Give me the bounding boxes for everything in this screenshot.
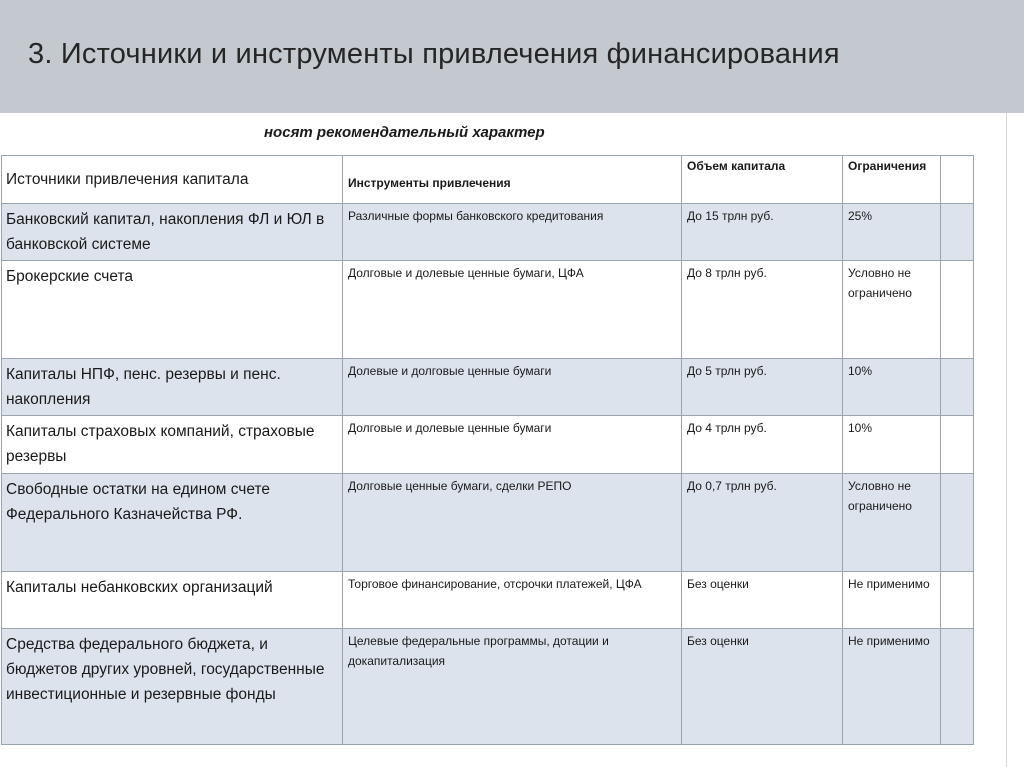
cell-empty bbox=[941, 204, 974, 261]
cell-source: Брокерские счета bbox=[2, 261, 343, 359]
cell-source: Капиталы НПФ, пенс. резервы и пенс. накопления bbox=[2, 359, 343, 416]
cell-empty bbox=[941, 359, 974, 416]
cell-limits: Условно не ограничено bbox=[843, 474, 941, 572]
cell-instruments: Торговое финансирование, отсрочки платежей, ЦФА bbox=[343, 572, 682, 629]
cell-limits: 10% bbox=[843, 416, 941, 474]
cell-limits: Условно не ограничено bbox=[843, 261, 941, 359]
cell-empty bbox=[941, 261, 974, 359]
slide-title: 3. Источники и инструменты привлечения финансирования bbox=[28, 38, 840, 70]
header-source: Источники привлечения капитала bbox=[2, 156, 343, 204]
header-volume: Объем капитала bbox=[682, 156, 843, 204]
cell-instruments: Долговые и долевые ценные бумаги bbox=[343, 416, 682, 474]
funding-sources-table bbox=[1, 155, 974, 745]
table-row bbox=[2, 629, 974, 745]
cell-instruments: Долевые и долговые ценные бумаги bbox=[343, 359, 682, 416]
cell-volume: Без оценки bbox=[682, 572, 843, 629]
slide-subtitle: носят рекомендательный характер bbox=[264, 124, 545, 141]
table-header-row bbox=[2, 156, 974, 204]
header-instruments: Инструменты привлечения bbox=[343, 156, 682, 204]
cell-source: Свободные остатки на едином счете Федерального Казначейства РФ. bbox=[2, 474, 343, 572]
cell-limits: 25% bbox=[843, 204, 941, 261]
cell-instruments: Целевые федеральные программы, дотации и докапитализация bbox=[343, 629, 682, 745]
cell-volume: До 8 трлн руб. bbox=[682, 261, 843, 359]
table-row bbox=[2, 416, 974, 474]
cell-volume: До 5 трлн руб. bbox=[682, 359, 843, 416]
cell-volume: До 15 трлн руб. bbox=[682, 204, 843, 261]
header-empty-cell bbox=[941, 156, 974, 204]
table-row bbox=[2, 474, 974, 572]
cell-volume: Без оценки bbox=[682, 629, 843, 745]
table-row bbox=[2, 359, 974, 416]
table-row bbox=[2, 204, 974, 261]
cell-volume: До 4 трлн руб. bbox=[682, 416, 843, 474]
cell-limits: Не применимо bbox=[843, 572, 941, 629]
cell-source: Средства федерального бюджета, и бюджетов других уровней, государственные инвестиционные и резервные фонды bbox=[2, 629, 343, 745]
cell-empty bbox=[941, 474, 974, 572]
cell-source: Капиталы небанковских организаций bbox=[2, 572, 343, 629]
cell-source: Капиталы страховых компаний, страховые резервы bbox=[2, 416, 343, 474]
right-divider-line bbox=[1006, 113, 1007, 767]
cell-instruments: Долговые ценные бумаги, сделки РЕПО bbox=[343, 474, 682, 572]
header-limits: Ограничения bbox=[843, 156, 941, 204]
cell-volume: До 0,7 трлн руб. bbox=[682, 474, 843, 572]
table-row bbox=[2, 261, 974, 359]
cell-empty bbox=[941, 629, 974, 745]
cell-limits: Не применимо bbox=[843, 629, 941, 745]
cell-instruments: Различные формы банковского кредитования bbox=[343, 204, 682, 261]
table-row bbox=[2, 572, 974, 629]
cell-limits: 10% bbox=[843, 359, 941, 416]
cell-source: Банковский капитал, накопления ФЛ и ЮЛ в банковской системе bbox=[2, 204, 343, 261]
cell-empty bbox=[941, 416, 974, 474]
title-bar bbox=[0, 0, 1024, 113]
cell-instruments: Долговые и долевые ценные бумаги, ЦФА bbox=[343, 261, 682, 359]
cell-empty bbox=[941, 572, 974, 629]
